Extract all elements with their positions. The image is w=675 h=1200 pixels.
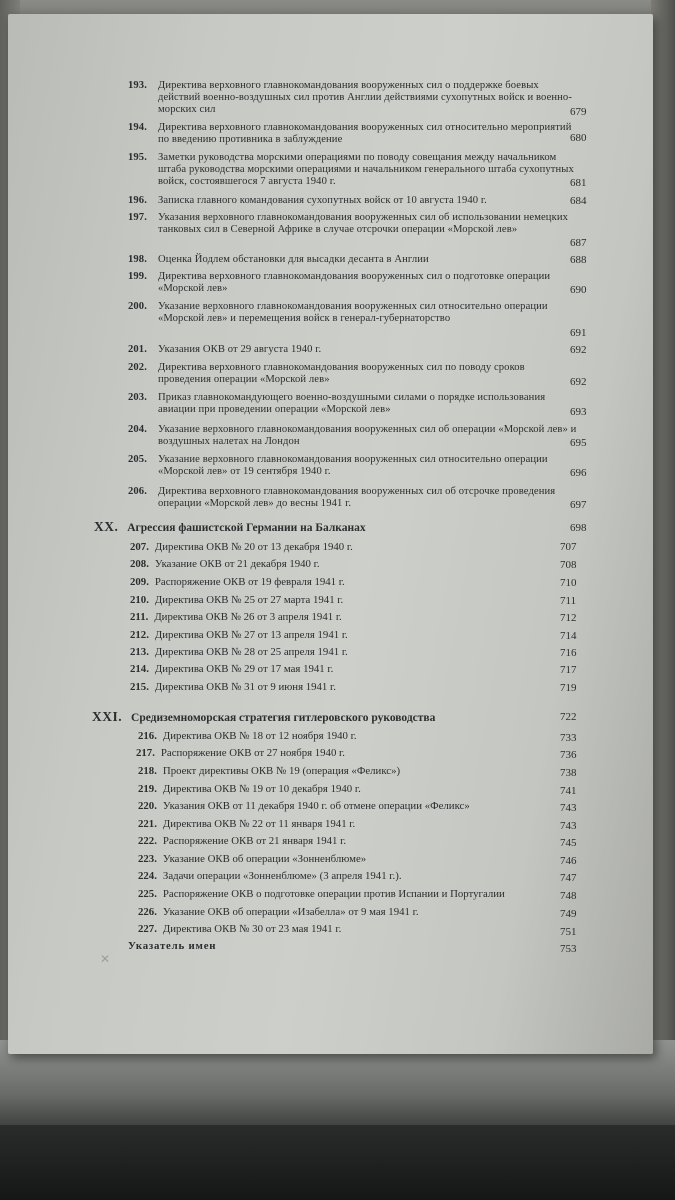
toc-entry	[128, 344, 578, 356]
toc-entry	[128, 362, 578, 386]
entry-number: 224.	[138, 870, 157, 882]
toc-entry	[138, 800, 470, 812]
entry-title: Указание ОКВ от 21 декабря 1940 г.	[154, 558, 320, 570]
entry-page: 681	[570, 177, 587, 189]
toc-entry	[138, 853, 366, 865]
entry-title: Указание ОКВ об операции «Зонненблюме»	[162, 853, 367, 865]
toc-entry	[138, 888, 505, 900]
entry-number: 218.	[138, 765, 157, 777]
entry-page: 712	[560, 612, 577, 624]
entry-page: 717	[560, 664, 577, 676]
entry-number: 205.	[128, 454, 147, 465]
entry-title: Директива ОКВ № 22 от 11 января 1941 г.	[162, 818, 356, 830]
entry-number: 199.	[128, 271, 147, 282]
margin-mark: ✕	[100, 952, 111, 966]
toc-entry	[138, 923, 341, 935]
toc-entry	[128, 122, 578, 146]
book-page	[8, 14, 653, 1054]
entry-page: 696	[570, 467, 587, 479]
toc-entry	[130, 541, 353, 553]
toc-entry	[130, 558, 320, 570]
entry-number: 216.	[138, 730, 157, 742]
entry-title: Указание верховного главнокомандования вооруженных сил относительно операции «Морской лев» и перемещения войск в генерал-губернаторство	[158, 301, 548, 325]
entry-number: 211.	[130, 611, 149, 623]
entry-title: Директива ОКВ № 27 от 13 апреля 1941 г.	[154, 629, 348, 641]
toc-entry	[128, 80, 578, 117]
entry-number: 195.	[128, 152, 147, 163]
entry-number: 213.	[130, 646, 149, 658]
entry-title: Директива ОКВ № 19 от 10 декабря 1940 г.	[162, 783, 361, 795]
toc-entry	[130, 594, 343, 606]
toc-entry	[128, 424, 578, 448]
entry-page: 733	[560, 732, 577, 744]
toc-entry	[128, 486, 578, 510]
toc-entry	[130, 681, 336, 693]
entry-title: Директива ОКВ № 26 от 3 апреля 1941 г.	[154, 611, 342, 623]
entry-number: 200.	[128, 301, 147, 312]
entry-page: 692	[570, 376, 587, 388]
entry-title: Записка главного командования сухопутных войск от 10 августа 1940 г.	[158, 195, 487, 206]
entry-title: Директива ОКВ № 25 от 27 марта 1941 г.	[154, 594, 344, 606]
book-page-edges	[651, 0, 675, 1060]
entry-title: Задачи операции «Зонненблюме» (3 апреля 1941 г.).	[162, 870, 402, 882]
toc-entry	[128, 392, 578, 416]
section-page: 698	[570, 522, 587, 534]
entry-page: 679	[570, 106, 587, 118]
entry-number: 207.	[130, 541, 149, 553]
toc-entry	[138, 870, 402, 882]
entry-number: 196.	[128, 195, 147, 206]
toc-entry	[128, 301, 578, 325]
entry-title: Директива верховного главнокомандования вооруженных сил относительно мероприятий по введению противника в заблуждение	[158, 122, 572, 146]
toc-entry	[128, 152, 578, 189]
section-heading	[94, 520, 366, 535]
entry-title: Директива ОКВ № 18 от 12 ноября 1940 г.	[162, 730, 357, 742]
entry-number: 217.	[136, 747, 155, 759]
toc-entry	[130, 576, 345, 588]
entry-title: Проект директивы ОКВ № 19 (операция «Феликс»)	[162, 765, 401, 777]
entry-page: 680	[570, 132, 587, 144]
toc-entry	[128, 454, 578, 478]
entry-page: 684	[570, 195, 587, 207]
toc-entry	[138, 783, 361, 795]
entry-page: 690	[570, 284, 587, 296]
entry-page: 710	[560, 577, 577, 589]
toc-entry	[138, 765, 400, 777]
entry-page: 714	[560, 630, 577, 642]
entry-page: 708	[560, 559, 577, 571]
toc-entry	[138, 906, 419, 918]
entry-number: 223.	[138, 853, 157, 865]
toc-entry	[128, 212, 578, 236]
toc-entry	[130, 663, 333, 675]
entry-page: 707	[560, 541, 577, 553]
entry-title: Директива ОКВ № 31 от 9 июня 1941 г.	[154, 681, 336, 693]
entry-page: 743	[560, 820, 577, 832]
entry-page: 748	[560, 890, 577, 902]
entry-page: 738	[560, 767, 577, 779]
entry-title: Приказ главнокомандующего военно-воздушными силами о порядке использования авиации при проведении операции «Морской лев»	[158, 392, 546, 416]
entry-page: 693	[570, 406, 587, 418]
toc-entry	[136, 747, 345, 759]
entry-page: 687	[570, 237, 587, 249]
dark-surface	[0, 1125, 675, 1200]
toc-entry	[130, 611, 342, 623]
entry-page: 746	[560, 855, 577, 867]
toc-entry	[138, 835, 346, 847]
section-title: Средиземноморская стратегия гитлеровского руководства	[131, 712, 436, 724]
toc-entry	[130, 629, 348, 641]
entry-number: 215.	[130, 681, 149, 693]
entry-number: 194.	[128, 122, 147, 133]
entry-number: 222.	[138, 835, 157, 847]
entry-title: Указание верховного главнокомандования вооруженных сил об операции «Морской лев» и воздушных налетах на Лондон	[158, 424, 577, 448]
entry-page: 751	[560, 926, 577, 938]
toc-entry	[138, 818, 355, 830]
entry-title: Указания ОКВ от 11 декабря 1940 г. об отмене операции «Феликс»	[162, 800, 470, 812]
entry-title: Заметки руководства морскими операциями по поводу совещания между начальником штаба руководства морскими операциями и начальником генерального штаба сухопутных войск, состоявшегося 7 августа 1940 г.	[158, 152, 574, 188]
entry-title: Распоряжение ОКВ от 19 февраля 1941 г.	[154, 576, 345, 588]
entry-number: 208.	[130, 558, 149, 570]
entry-number: 219.	[138, 783, 157, 795]
entry-title: Директива ОКВ № 20 от 13 декабря 1940 г.	[154, 541, 353, 553]
toc-entry	[138, 730, 357, 742]
index-of-names: Указатель имен	[128, 940, 217, 952]
entry-title: Директива ОКВ № 28 от 25 апреля 1941 г.	[154, 646, 348, 658]
index-page: 753	[560, 943, 577, 955]
entry-number: 227.	[138, 923, 157, 935]
section-title: Агрессия фашистской Германии на Балканах	[127, 522, 366, 534]
entry-page: 688	[570, 254, 587, 266]
entry-title: Оценка Йодлем обстановки для высадки десанта в Англии	[158, 254, 429, 265]
entry-title: Указания верховного главнокомандования вооруженных сил об использовании немецких танковых сил в Северной Африке в случае отсрочки операции «Морской лев»	[158, 212, 568, 236]
entry-page: 741	[560, 785, 577, 797]
entry-title: Директива ОКВ № 29 от 17 мая 1941 г.	[154, 663, 334, 675]
entry-title: Распоряжение ОКВ от 27 ноября 1940 г.	[160, 747, 345, 759]
toc-entry	[130, 646, 348, 658]
entry-page: 691	[570, 327, 587, 339]
entry-number: 209.	[130, 576, 149, 588]
entry-title: Директива верховного главнокомандования вооруженных сил о подготовке операции «Морской лев»	[158, 271, 551, 295]
entry-page: 743	[560, 802, 577, 814]
entry-number: 206.	[128, 486, 147, 497]
entry-page: 697	[570, 499, 587, 511]
entry-title: Директива ОКВ № 30 от 23 мая 1941 г.	[162, 923, 342, 935]
entry-title: Директива верховного главнокомандования вооруженных сил о поддержке боевых действий военно-воздушных сил против Англии действиями сухопутных войск и военно-морских сил	[158, 80, 572, 116]
entry-number: 221.	[138, 818, 157, 830]
entry-number: 202.	[128, 362, 147, 373]
entry-page: 716	[560, 647, 577, 659]
entry-page: 695	[570, 437, 587, 449]
entry-title: Указания ОКВ от 29 августа 1940 г.	[158, 344, 322, 355]
entry-page: 747	[560, 872, 577, 884]
entry-number: 214.	[130, 663, 149, 675]
entry-number: 193.	[128, 80, 147, 91]
entry-page: 711	[560, 595, 577, 607]
entry-page: 736	[560, 749, 577, 761]
toc-entry	[128, 271, 578, 295]
entry-title: Указание верховного главнокомандования вооруженных сил относительно операции «Морской лев» от 19 сентября 1940 г.	[158, 454, 548, 478]
entry-page: 745	[560, 837, 577, 849]
entry-page: 719	[560, 682, 577, 694]
entry-title: Директива верховного главнокомандования вооруженных сил об отсрочке проведения операции «Морской лев» до весны 1941 г.	[158, 486, 556, 510]
entry-number: 197.	[128, 212, 147, 223]
entry-number: 226.	[138, 906, 157, 918]
entry-page: 692	[570, 344, 587, 356]
entry-number: 203.	[128, 392, 147, 403]
entry-number: 212.	[130, 629, 149, 641]
section-number: XXI.	[92, 709, 123, 724]
entry-title: Указание ОКВ об операции «Изабелла» от 9 мая 1941 г.	[162, 906, 419, 918]
entry-number: 198.	[128, 254, 147, 265]
entry-title: Распоряжение ОКВ от 21 января 1941 г.	[162, 835, 347, 847]
entry-title: Распоряжение ОКВ о подготовке операции против Испании и Португалии	[162, 888, 505, 900]
section-heading	[92, 710, 435, 725]
entry-number: 201.	[128, 344, 147, 355]
entry-page: 749	[560, 908, 577, 920]
toc-entry	[128, 195, 578, 207]
toc-entry	[128, 254, 578, 266]
entry-title: Директива верховного главнокомандования вооруженных сил по поводу сроков проведения операции «Морской лев»	[158, 362, 525, 386]
section-number: XX.	[94, 519, 119, 534]
entry-number: 225.	[138, 888, 157, 900]
table-of-contents	[8, 14, 653, 1054]
entry-number: 210.	[130, 594, 149, 606]
entry-number: 204.	[128, 424, 147, 435]
entry-number: 220.	[138, 800, 157, 812]
section-page: 722	[560, 711, 577, 723]
